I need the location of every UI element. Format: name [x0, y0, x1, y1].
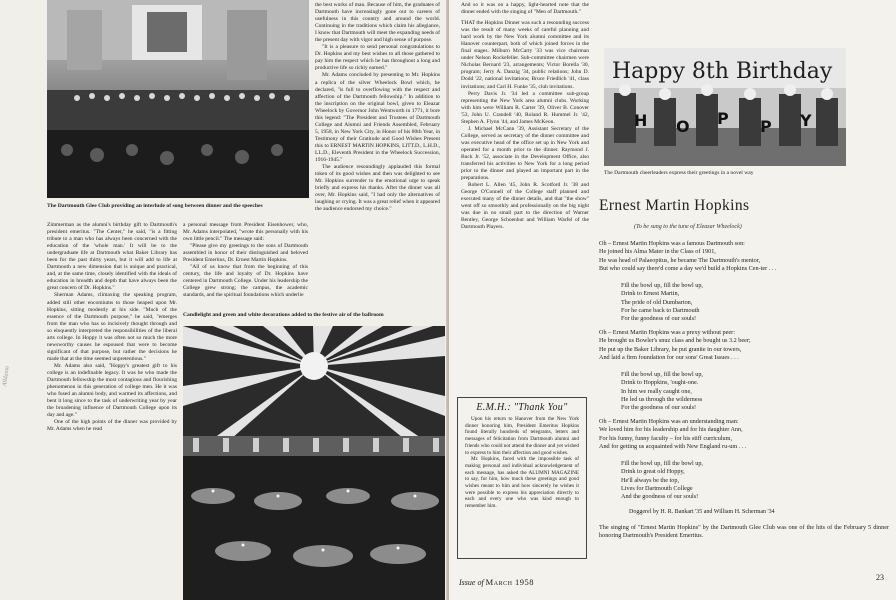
- poem-line: Oh – Ernest Martin Hopkins was a prexy without peer:: [599, 329, 735, 336]
- thank-you-text: [458, 413, 586, 510]
- poem-credit: Doggerel by H. R. Bankart '35 and William H. Scherman '34: [629, 509, 775, 515]
- thank-you-box: [457, 397, 587, 559]
- poem-line: He led us through the wilderness: [621, 395, 703, 403]
- poem-line: In him we really caught one,: [621, 387, 692, 395]
- poem-line: Oh – Ernest Martin Hopkins was a famous Dartmouth son:: [599, 240, 745, 247]
- poem-line: And laid a firm foundation for our sons' Great Issues . . .: [599, 353, 739, 361]
- paragraph: Robert L. Allen '45, John R. Scotford Jr. '38 and George O'Connell of the College staff planned and executed many of the dinner details, and that "the show" went off so smoothly and professionally on the big night was due in no small part to the direction of Warner Bentley, George Schoenhut and William Warfel of the Dartmouth Players.: [461, 182, 589, 231]
- paragraph: Mr. Hopkins, faced with the impossible task of making personal and individual acknowledgement of each message, has asked the ALUMNI MAGAZINE to say, for him, how much these greetings and good wishes meant to him and how sincerely he wishes it were possible to express his appreciation directly to each and every one who was kind enough to remember him.: [465, 456, 579, 510]
- glee-club-photo: [47, 0, 309, 198]
- left-page-column-2: [183, 222, 308, 300]
- left-page-column-3: [315, 2, 440, 213]
- paragraph: Mr. Adams also said, "Hoppy's greatest gift to his college is an indefinable legacy. It was he who made the Dartmouth fellowship the most contagious and flourishing phenomenon in this generation of college men. He it was who fused an alumni body, and warmed its affections, and bent it long since to the task of underwriting year by year the broadening influence of Dartmouth College upon its day and age.": [47, 362, 177, 419]
- paragraph: "It is a pleasure to send personal congratulations to Dr. Hopkins and my best wishes to all those gathered to pay him the respect which he has throughout a long and productive life so richly earned.": [315, 44, 440, 72]
- poem-subtitle: (To be sung to the tune of Eleazar Wheelock): [634, 224, 742, 230]
- poem-chorus: [621, 371, 703, 412]
- poem-line: The pride of old Dumbarton,: [621, 298, 693, 306]
- poem-closing-note: The singing of "Ernest Martin Hopkins" by the Dartmouth Glee Club was one of the hits of the February 5 dinner honoring Dartmouth's President Emeritus.: [599, 524, 889, 539]
- poem-line: He'll always be the top,: [621, 476, 679, 484]
- right-page: [449, 0, 896, 600]
- poem-line: For the goodness of our souls!: [621, 404, 697, 412]
- banner-letter: P: [717, 109, 729, 128]
- poem-chorus: [621, 282, 703, 323]
- poem-line: For the goodness of our souls!: [621, 315, 697, 323]
- poem-title: Ernest Martin Hopkins: [599, 197, 750, 214]
- poem-line: He was head of Palaeopitus, he became The Dartmouth's mentor,: [599, 256, 761, 264]
- paragraph: One of the high points of the dinner was provided by Mr. Adams when he read: [47, 419, 177, 433]
- poem-stanza: [599, 418, 746, 451]
- issue-footer: [459, 577, 534, 587]
- paragraph: The audience resoundingly applauded this formal token of its good wishes and then was delighted to see Mr. Hopkins surrender to the emotional urge to speak briefly and express his thanks. After the dinner was all over, Mr. Hopkins said, "I had only the alternatives of laughing or crying. It was a great relief when it appeared the audience endorsed my choice.": [315, 164, 440, 213]
- issue-prefix: Issue of: [459, 578, 484, 587]
- paragraph: Mr. Adams concluded by presenting to Mr. Hopkins a replica of the silver Wheelock Bowl which, he declared, "is full to overflowing with the respect and affection of the Dartmouth fellowship." In addition to the inscription on the original bowl, given to Eleazar Wheelock by Governor John Wentworth in 1771, it bore this legend: "The President and Trustees of Dartmouth College and Alumni and Friends Assembled, February 5, 1958, in New York City, in Honor of his 80th Year, in Testimony of their Gratitude and Good Wishes Present this to ERNEST MARTIN HOPKINS, LITT.D., L.H.D., LL.D., Eleventh President in the Wheelock Succession, 1916-1945.": [315, 72, 440, 164]
- poem-line: Oh – Ernest Martin Hopkins was an understanding man:: [599, 418, 739, 425]
- left-page-column-1: [47, 222, 177, 433]
- poem-line: He joined his Alma Mater in the Class of 1901,: [599, 248, 716, 256]
- poem-line: He put up the Baker Library, he put granite in our towers,: [599, 345, 742, 353]
- poem-line: And for getting us acquainted with New England ru-um . . .: [599, 442, 747, 450]
- paragraph: Upon his return to Hanover from the New York dinner honoring him, President Emeritus Hopkins found literally hundreds of telegrams, letters and messages of felicitation from Dartmouth alumni and friends who could not attend the dinner and yet wished to express to him their affection and good wishes.: [465, 416, 579, 456]
- paragraph: Perry Davis Jr. '34 led a committee sub-group representing the New York area alumni clubs. Working with him were William R. Carter '39, Oliver B. Conover '53, John U. Crandell '40, Roland R. Hummel Jr. '42, Stephen A. Flynn '44, and James McKeon.: [461, 90, 589, 125]
- paragraph: the best works of man. Because of him, the graduates of Dartmouth have increasingly gone out to careers of usefulness in this country and around the world. Continuing in the traditions which claim his allegiance, I know that Dartmouth will meet the expanding needs of the present day with vigor and high sense of purpose.: [315, 2, 440, 44]
- paragraph: "Please give my greetings to the sons of Dartmouth assembled in honor of their distinguished and beloved President Emeritus, Dr. Ernest Martin Hopkins.: [183, 243, 308, 264]
- cheerleaders-caption: The Dartmouth cheerleaders express their greetings in a novel way: [604, 170, 754, 176]
- thank-you-title: E.M.H.: "Thank You": [476, 402, 568, 413]
- poem-line: But who could say there'd come a day we'd build a Hopkins Cen-ter . . .: [599, 264, 777, 272]
- poem-stanza: [599, 240, 777, 273]
- poem-line: For his funny, funny faculty – for his stiff curriculum,: [599, 434, 733, 442]
- poem-line: Drink to great old Hoppy,: [621, 468, 685, 476]
- poem-line: And the goodness of our souls!: [621, 493, 699, 501]
- poem-line: He brought us Bowler's snuz class and he bought us 3.2 beer;: [599, 337, 751, 345]
- banner-text: Happy 8th Birthday: [612, 59, 833, 84]
- ballroom-photo: [183, 326, 445, 600]
- page-number: 23: [876, 573, 884, 582]
- glee-club-caption: The Dartmouth Glee Club providing an interlude of song between dinner and the speeches: [47, 203, 263, 209]
- poem-line: Fill the bowl up, fill the bowl up,: [621, 371, 703, 378]
- banner-letter: O: [676, 117, 690, 136]
- paragraph: Zimmerman as the alumni's birthday gift to Dartmouth's president emeritus. "The Center," he said, "is a fitting tribute to a man who has always been concerned with the education of the 'whole man.' It will be to the undergraduate life at Dartmouth what Baker Library has been for the past thirty years, but it will add to life at Dartmouth a new dimension that is unique and practical, and, at the same time, closely identified with the ideals of education in breadth and depth that have always been the great concern of Dr. Hopkins.": [47, 222, 177, 292]
- poem-line: Fill the bowl up, fill the bowl up,: [621, 282, 703, 289]
- paragraph: And so it was on a happy, light-hearted note that the dinner ended with the singing of "Men of Dartmouth.": [461, 2, 589, 16]
- poem-line: We loved him for his leadership and for his daughter Ann,: [599, 426, 743, 434]
- poem-line: Drink to Ernest Martin,: [621, 290, 680, 298]
- poem-stanza: [599, 329, 751, 362]
- banner-letter: Y: [800, 111, 812, 130]
- poem-line: Fill the bowl up, fill the bowl up,: [621, 460, 703, 467]
- banner-letter: H: [634, 111, 648, 130]
- issue-date: March 1958: [485, 577, 535, 587]
- paragraph: J. Michael McCann '39, Assistant Secretary of the College, served as secretary of the dinner committee and was executive head of the office set up in New York and operated for a month prior to the dinner. Raymond J. Buck Jr. '52, associate in the Development Office, also transferred his activities to New York for a long period prior to the dinner and played an important part in the preparations.: [461, 125, 589, 182]
- paragraph: THAT the Hopkins Dinner was such a resounding success was the result of many weeks of careful planning and hard work by the New York alumni committee and its Hanover counterpart, both of which joined forces in the final stages. Milburn McCarty '33 was vice chairman under Nelson Rockefeller. Sub-committee chairmen were Nicholas Bernard '23, arrangements; Victor Borella '30, program; Jerry A. Danzig '34, public relations; John D. Dodd '22, national invitations; Bruce Friedlich '41, class invitations; and Carl H. Funke '35, club invitations.: [461, 20, 589, 90]
- banner-letter: P: [760, 117, 772, 136]
- pencil-note: Alldamn: [2, 365, 11, 387]
- cheerleaders-photo: [604, 48, 846, 166]
- right-page-column-1: [461, 2, 589, 232]
- poem-chorus: [621, 460, 703, 501]
- poem-line: Drink to Hoppkins, 'ought-one.: [621, 379, 699, 387]
- paragraph: a personal message from President Eisenhower, who, Mr. Adams interpolated, "wrote this personally with his own little pencil." The message said:: [183, 222, 308, 243]
- poem-line: For he came back to Dartmouth: [621, 306, 700, 314]
- ballroom-caption: Candlelight and green and white decorations added to the festive air of the ballroom: [183, 312, 384, 318]
- paragraph: "All of us know that from the beginning of this century, the life and loyalty of Dr. Hopkins have centered in Dartmouth College. Under his leadership the College grew strong; the campus, the academic standards, and the spiritual foundations which underlie: [183, 264, 308, 299]
- paragraph: Sherman Adams, climaxing the speaking program, added still other encomiums to those heaped upon Mr. Hopkins, sitting modestly at his side. "Much of the essence of the Dartmouth purpose," he said, "emerges from the man who has so incisively thought through and so eloquently interpreted the responsibilities of the liberal arts college. In Hoppy it was often not so much the more newsworthy causes he espoused that were to become significant of that purpose, but rather the decisions he made that at the time seemed unpretentious.": [47, 292, 177, 362]
- poem-line: Lives for Dartmouth College: [621, 484, 693, 492]
